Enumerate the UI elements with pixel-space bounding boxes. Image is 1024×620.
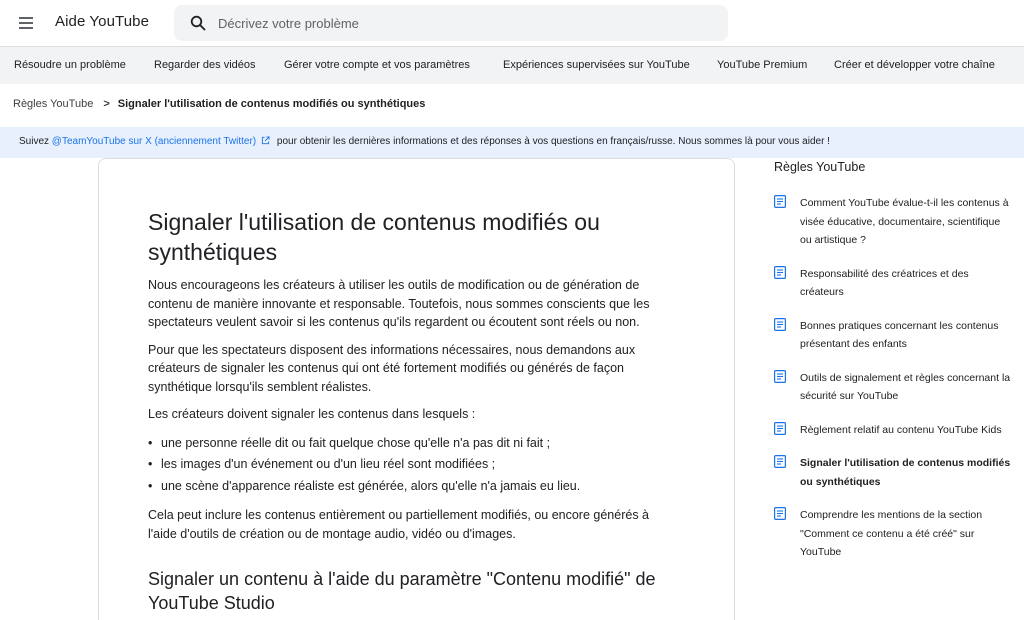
sidebar-item-label: Bonnes pratiques concernant les contenus présentant des enfants: [800, 319, 999, 350]
hamburger-menu-icon[interactable]: [14, 12, 38, 34]
article-paragraph: Nous encourageons les créateurs à utiliser les outils de modification ou de génération de contenu de manière innovante et responsable. Toutefois, nous sommes conscients que les spectateurs veulent savoir si les contenus qu'ils regardent ou écoutent sont réels ou non.: [148, 278, 650, 329]
notice-prefix: Suivez: [19, 136, 52, 147]
article-title: Signaler l'utilisation de contenus modifiés ou synthétiques: [148, 209, 600, 265]
nav-item-create-channel[interactable]: Créer et développer votre chaîne: [834, 59, 995, 71]
sidebar-item-altered-content[interactable]: [774, 454, 1014, 491]
document-icon: [774, 422, 786, 435]
sidebar-item-label: Signaler l'utilisation de contenus modifiés ou synthétiques: [800, 457, 1011, 488]
notice-suffix: pour obtenir les dernières informations et des réponses à vos questions en français/russe. Nous sommes là pour vous aider !: [274, 136, 830, 147]
article-section-heading: Signaler un contenu à l'aide du paramètre "Contenu modifié" de YouTube Studio: [148, 569, 656, 613]
sidebar-item-label: Comprendre les mentions de la section "Comment ce contenu a été créé" sur YouTube: [800, 509, 983, 558]
top-header: [0, 0, 1024, 46]
sidebar: [774, 158, 1014, 577]
breadcrumb-parent-link[interactable]: Règles YouTube: [13, 98, 94, 110]
search-icon[interactable]: [190, 15, 206, 31]
document-icon: [774, 318, 786, 331]
sidebar-item-educational-content[interactable]: [774, 194, 1014, 250]
external-link-icon[interactable]: [261, 136, 270, 145]
breadcrumb-chevron-icon: >: [103, 98, 110, 110]
sidebar-item-creator-responsibility[interactable]: [774, 265, 1014, 302]
sidebar-item-children-content[interactable]: [774, 317, 1014, 354]
article-bullet-list: [148, 433, 663, 498]
breadcrumb: [13, 98, 425, 110]
notice-banner: [0, 127, 1024, 158]
article-card: [98, 158, 735, 620]
article-paragraph: Cela peut inclure les contenus entièrement ou partiellement modifiés, ou encore générés à l'aide d'outils de création ou de montage audio, vidéo ou d'images.: [148, 508, 649, 541]
document-icon: [774, 455, 786, 468]
sidebar-title: Règles YouTube: [774, 160, 866, 174]
sidebar-item-label: Responsabilité des créatrices et des créateurs: [800, 267, 969, 298]
sidebar-item-youtube-kids[interactable]: [774, 421, 1014, 440]
nav-item-youtube-premium[interactable]: YouTube Premium: [717, 59, 808, 71]
sidebar-item-how-created[interactable]: [774, 506, 1014, 562]
list-item: • les images d'un événement ou d'un lieu réel sont modifiées ;: [148, 454, 663, 476]
article-paragraph: Les créateurs doivent signaler les contenus dans lesquels :: [148, 407, 476, 421]
document-icon: [774, 370, 786, 383]
document-icon: [774, 507, 786, 520]
nav-item-watch-videos[interactable]: Regarder des vidéos: [154, 59, 256, 71]
search-input[interactable]: [218, 5, 718, 41]
nav-item-account-settings[interactable]: Gérer votre compte et vos paramètres: [284, 59, 470, 71]
nav-item-troubleshoot[interactable]: Résoudre un problème: [14, 59, 126, 71]
sidebar-item-label: Outils de signalement et règles concernant la sécurité sur YouTube: [800, 371, 1011, 402]
list-item: • une scène d'apparence réaliste est générée, alors qu'elle n'a jamais eu lieu.: [148, 476, 663, 498]
notice-twitter-link[interactable]: @TeamYouTube sur X (anciennement Twitter): [51, 136, 257, 147]
nav-item-supervised-experiences[interactable]: Expériences supervisées sur YouTube: [503, 59, 690, 71]
article-paragraph: Pour que les spectateurs disposent des informations nécessaires, nous demandons aux créateurs de signaler les contenus qui ont été fortement modifiés ou générés de façon synthétique lorsqu'ils semblent réalistes.: [148, 342, 636, 394]
app-title[interactable]: Aide YouTube: [55, 13, 150, 30]
document-icon: [774, 195, 786, 208]
search-box[interactable]: [174, 5, 728, 41]
category-nav: [0, 46, 1024, 84]
sidebar-item-reporting-tools[interactable]: [774, 369, 1014, 406]
breadcrumb-current: Signaler l'utilisation de contenus modifiés ou synthétiques: [117, 98, 426, 110]
list-item: • une personne réelle dit ou fait quelque chose qu'elle n'a pas dit ni fait ;: [148, 433, 663, 455]
sidebar-item-label: Règlement relatif au contenu YouTube Kids: [800, 423, 1002, 436]
sidebar-item-label: Comment YouTube évalue-t-il les contenus à visée éducative, documentaire, scientifique ou artistique ?: [800, 197, 1009, 246]
document-icon: [774, 266, 786, 279]
